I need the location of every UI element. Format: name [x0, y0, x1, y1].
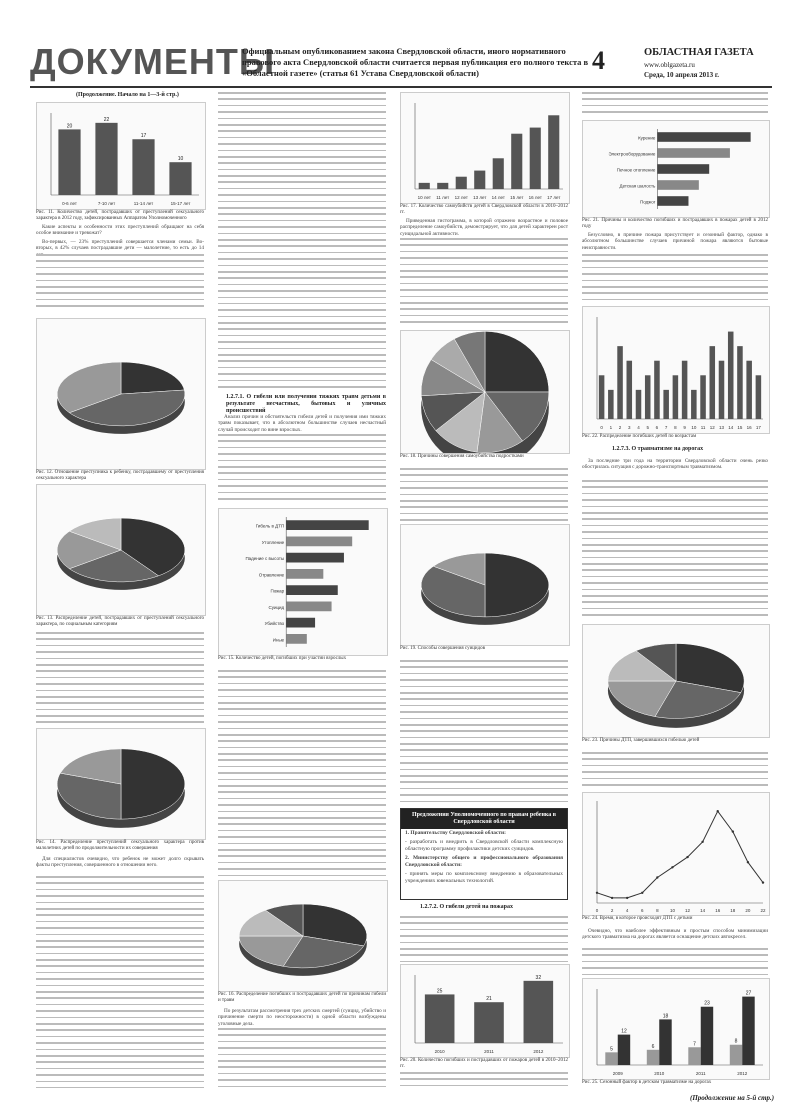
chart-fig17: [400, 92, 570, 204]
bar: [95, 123, 117, 195]
text-block: [400, 238, 568, 328]
data-label: 7: [693, 1041, 696, 1048]
data-point: [626, 897, 628, 899]
issue-date: Среда, 10 апреля 2013 г.: [644, 71, 720, 79]
tick-label: 1: [609, 425, 613, 430]
section-heading: 1.2.7.3. О травматизме на дорогах: [612, 446, 704, 452]
bar: [673, 375, 679, 419]
data-point: [732, 830, 734, 832]
chart-fig21: [582, 120, 770, 218]
tick-label: 2010: [654, 1071, 665, 1076]
column-2: [218, 92, 386, 1092]
publication-notice: Официальным опубликованием закона Свердловской области, иного нормативного правового акта Свердловской области считается первая публикация его полного текста в «Областной газете» (статья 61 Устава Свердловской области): [242, 46, 589, 78]
bar: [730, 1045, 742, 1065]
text-block: [400, 916, 568, 964]
paper-name: ОБЛАСТНАЯ ГАЗЕТА: [644, 47, 754, 58]
tick-label: 6: [655, 425, 659, 430]
tick-label: 14: [700, 908, 706, 913]
chart-fig20: [400, 964, 570, 1058]
bar: [286, 618, 315, 628]
tick-label: 13 лет: [473, 195, 487, 200]
text-block: [400, 1072, 568, 1092]
bar: [132, 139, 154, 195]
bar: [737, 346, 743, 419]
tick-label: Пожар: [270, 588, 285, 594]
tick-label: 14 лет: [491, 195, 505, 200]
text-block: [582, 752, 768, 792]
tick-label: 11 лет: [436, 195, 450, 200]
proposal-1-text: - разработать и внедрить в Свердловской области комплексную областную программу профилактики детских суицидов.: [405, 839, 563, 852]
caption-fig11: Рис. 11. Количество детей, пострадавших от преступлений сексуального характера в 2012 году, зафиксированных Аппаратом Уполномоченного: [36, 210, 204, 221]
bar: [742, 997, 754, 1065]
chart-fig18: [400, 330, 570, 454]
proposals-box: [400, 808, 568, 900]
text-block: [218, 1028, 386, 1092]
data-label: 20: [66, 123, 73, 130]
proposal-2-text: - принять меры по комплексному внедрению в образовательных учреждениях ювенальных технологий.: [405, 871, 563, 884]
paragraph: Безусловно, в причине пожара присутствует и сезонный фактор, однако в абсолютном большинстве случаев причиной пожара являются бытовые неисправности.: [582, 232, 768, 251]
caption-fig20: Рис. 20. Количество погибших и пострадавших от пожаров детей в 2010–2012 гг.: [400, 1058, 568, 1069]
bar: [657, 164, 709, 174]
tick-label: Электрооборудование: [608, 151, 656, 157]
data-point: [611, 897, 613, 899]
section-heading: 1.2.7.2. О гибели детей на пожарах: [420, 904, 513, 910]
tick-label: 3: [628, 425, 631, 430]
data-label: 12: [621, 1028, 627, 1035]
tick-label: 6: [641, 908, 644, 913]
tick-label: 2010: [434, 1049, 445, 1054]
section-heading: 1.2.7.1. О гибели или получении тяжких травм детьми в результате несчастных, бытовых и уличных происшествий: [226, 394, 386, 414]
tick-label: 12 лет: [454, 195, 468, 200]
proposal-1-title: 1. Правительству Свердловской области:: [405, 830, 506, 836]
tick-label: Суицид: [268, 604, 285, 610]
chart-fig24: [582, 792, 770, 916]
bar: [691, 390, 697, 419]
bar: [645, 375, 651, 419]
proposals-title: Предложения Уполномоченного по правам ребенка в Свердловской области: [401, 809, 567, 829]
tick-label: 13: [718, 425, 725, 430]
bar: [654, 361, 660, 419]
caption-fig19: Рис. 19. Способы совершения суицидов: [400, 646, 486, 651]
proposal-2-title: 2. Министерству общего и профессионального образования Свердловской области:: [405, 855, 563, 868]
bar: [756, 375, 762, 419]
caption-fig21: Рис. 21. Причины и количество погибших и пострадавших в пожарах детей в 2012 году: [582, 218, 768, 229]
text-block: [582, 254, 768, 304]
tick-label: 9: [683, 425, 686, 430]
paragraph: Анализ причин и обстоятельств гибели детей и получения ими тяжких травм показывает, что в абсолютном большинстве случаев несчастный случай происходит по вине взрослых.: [218, 414, 386, 433]
caption-fig15: Рис. 15. Количество детей, погибших при участии взрослых: [218, 656, 347, 661]
bar: [657, 148, 730, 158]
page-header: [30, 42, 772, 84]
tick-label: Поджог: [639, 199, 656, 205]
tick-label: 22: [760, 908, 766, 913]
caption-fig14: Рис. 14. Распределение преступлений сексуального характера против малолетних детей по продолжительности их совершения: [36, 840, 204, 851]
chart-fig12: [36, 318, 206, 470]
data-label: 22: [103, 116, 110, 123]
tick-label: 5: [646, 425, 649, 430]
tick-label: 12: [685, 908, 691, 913]
chart-fig15: [218, 508, 388, 656]
caption-fig17: Рис. 17. Количество самоубийств детей в Свердловской области в 2010–2012 гг.: [400, 204, 568, 215]
data-label: 27: [745, 990, 752, 997]
bar: [700, 375, 706, 419]
column-4: [582, 92, 768, 1092]
data-label: 21: [486, 996, 492, 1003]
tick-label: Падение с высоты: [245, 556, 285, 562]
bar: [605, 1052, 617, 1065]
text-block: [400, 468, 568, 524]
tick-label: Убийство: [264, 621, 285, 627]
data-label: 17: [140, 133, 147, 140]
bar: [425, 994, 455, 1043]
tick-label: 16: [746, 425, 752, 430]
data-point: [686, 856, 688, 858]
text-block: [218, 670, 386, 880]
data-label: 10: [177, 156, 184, 163]
tick-label: Курение: [638, 135, 656, 141]
tick-label: 7: [664, 425, 668, 430]
bar: [746, 361, 752, 419]
tick-label: 2009: [612, 1071, 623, 1076]
chart-fig11: [36, 102, 206, 210]
bar: [419, 183, 430, 189]
text-block: [582, 92, 768, 118]
tick-label: 2012: [533, 1049, 544, 1054]
data-label: 32: [535, 974, 542, 981]
data-label: 25: [436, 988, 443, 995]
tick-label: Иные: [272, 637, 285, 643]
bar: [286, 537, 352, 547]
paragraph: Для специалистов очевидно, что ребенок не может долго скрывать факты преступления, совершенного в отношении него.: [36, 856, 204, 869]
bar: [437, 183, 448, 189]
tick-label: 15: [737, 425, 743, 430]
tick-label: Утопление: [261, 539, 285, 545]
tick-label: 10: [691, 425, 697, 430]
caption-fig24: Рис. 24. Время, в которое происходят ДТП с детьми: [582, 916, 693, 921]
bar: [530, 128, 541, 189]
tick-label: 8: [674, 425, 677, 430]
tick-label: Отравление: [258, 572, 285, 578]
page-number: 4: [592, 46, 605, 75]
tick-label: 2: [610, 908, 614, 913]
series-line: [597, 811, 763, 898]
bar: [617, 346, 623, 419]
data-point: [641, 892, 643, 894]
bar: [701, 1007, 713, 1065]
tick-label: 11: [700, 425, 706, 430]
paragraph: Очевидно, что наиболее эффективным и простым способом минимизации детского травматизма на дорогах является оснащение детских автокресел.: [582, 928, 768, 941]
bar: [636, 390, 642, 419]
data-label: 18: [662, 1013, 669, 1020]
column-3: [400, 92, 568, 1092]
data-label: 5: [610, 1046, 613, 1053]
caption-fig25: Рис. 25. Сезонный фактор в детском травматизме на дорогах: [582, 1080, 712, 1085]
continuation-note: (Продолжение. Начало на 1—3-й стр.): [76, 92, 179, 98]
tick-label: 8: [656, 908, 659, 913]
text-block: [582, 480, 768, 622]
tick-label: 2: [618, 425, 622, 430]
bar: [493, 158, 504, 189]
bar: [608, 390, 614, 419]
bar: [286, 553, 344, 563]
data-point: [701, 841, 703, 843]
continued-note: (Продолжение на 5-й стр.): [690, 1094, 775, 1102]
chart-fig14: [36, 728, 206, 840]
caption-fig13: Рис. 13. Распределение детей, пострадавших от преступлений сексуального характера, по социальным категориям: [36, 616, 204, 627]
caption-fig22: Рис. 22. Распределение погибших детей по возрастам: [582, 434, 697, 439]
chart-fig16: [218, 880, 388, 992]
caption-fig12: Рис. 12. Отношение преступника к ребенку, пострадавшему от преступления сексуального характера: [36, 470, 204, 481]
data-point: [747, 861, 749, 863]
tick-label: 4: [637, 425, 640, 430]
tick-label: Гибель в ДТП: [255, 523, 285, 529]
tick-label: 18: [730, 908, 736, 913]
text-block: [400, 660, 568, 810]
tick-label: 10: [669, 908, 675, 913]
tick-label: 0-6 лет: [62, 201, 77, 206]
data-point: [717, 810, 719, 812]
chart-fig25: [582, 978, 770, 1080]
bar: [657, 132, 750, 142]
tick-label: 10 лет: [417, 195, 431, 200]
tick-label: 4: [625, 908, 629, 913]
chart-fig19: [400, 524, 570, 646]
text-block: [36, 876, 204, 1088]
tick-label: 12: [709, 425, 715, 430]
tick-label: Детская шалость: [619, 183, 656, 189]
tick-label: 17 лет: [547, 195, 561, 200]
bar: [286, 569, 323, 579]
caption-fig16: Рис. 16. Распределение погибших и пострадавших детей по причинам гибели и травм: [218, 992, 386, 1003]
paragraph: Во-первых, — 23% преступлений совершается членами семьи. Во-вторых, в 42% случаев пострадавшие дети — малолетние, то есть до 14: [36, 238, 204, 252]
caption-fig18: Рис. 18. Причины совершения самоубийства подростками: [400, 454, 524, 459]
tick-label: 2012: [737, 1071, 748, 1076]
bar: [524, 981, 554, 1043]
column-1: [36, 92, 204, 1092]
bar: [474, 171, 485, 189]
website-link[interactable]: www.oblgazeta.ru: [644, 61, 695, 69]
data-label: 23: [704, 1000, 710, 1007]
bar: [710, 346, 716, 419]
bar: [511, 134, 522, 189]
bar: [647, 1050, 659, 1065]
data-point: [671, 866, 673, 868]
bar: [627, 361, 633, 419]
bar: [474, 1002, 504, 1043]
text-block: [582, 948, 768, 978]
section-title: ДОКУМЕНТЫ: [30, 41, 276, 82]
bar: [659, 1019, 671, 1065]
paragraph: Приведенная гистограмма, в которой отражено возрастное и половое распределение самоубийств, демонстрирует, что для детей характерен рост суицидальной активности.: [400, 218, 568, 237]
pie-slice: [121, 362, 184, 394]
bar: [657, 180, 698, 190]
bar: [456, 177, 467, 189]
data-label: 8: [734, 1038, 738, 1045]
tick-label: 15-17 лет: [170, 201, 191, 206]
paragraph: По результатам рассмотрения трех детских смертей (суицид, убийство и причинение смерти по неосторожности) в одной области возбуждены уголовные дела.: [218, 1008, 386, 1027]
tick-label: 0: [595, 908, 599, 913]
bar: [58, 129, 80, 195]
bar: [286, 585, 338, 595]
chart-fig22: [582, 306, 770, 434]
data-point: [596, 892, 598, 894]
chart-fig23: [582, 624, 770, 738]
tick-label: 0: [600, 425, 603, 430]
chart-fig13: [36, 484, 206, 616]
bar: [682, 361, 688, 419]
tick-label: Печное отопление: [616, 167, 656, 173]
bar: [657, 196, 688, 206]
tick-label: 2011: [695, 1071, 706, 1076]
bar: [663, 390, 669, 419]
text-block: [218, 434, 386, 508]
data-point: [656, 876, 658, 878]
header-divider: [30, 86, 772, 88]
bar: [618, 1035, 630, 1065]
text-block: [218, 92, 386, 392]
bar: [286, 634, 307, 644]
bar: [286, 520, 368, 530]
tick-label: 2011: [484, 1049, 494, 1054]
tick-label: 17: [755, 425, 761, 430]
bar: [286, 602, 331, 612]
tick-label: 20: [745, 908, 751, 913]
tick-label: 16 лет: [528, 195, 542, 200]
paragraph: Какие аспекты и особенности этих преступлений обращают на себя особое внимание и тревожат?: [36, 224, 204, 237]
bar: [719, 361, 725, 419]
bar: [169, 162, 191, 195]
pie-slice: [485, 331, 549, 392]
paragraph: За последние три года на территории Свердловской области очень резко обострилась ситуация с дорожно-транспортным травматизмом.: [582, 458, 768, 471]
bar: [728, 332, 734, 419]
bar: [548, 115, 559, 189]
data-label: 6: [651, 1043, 655, 1050]
bar: [688, 1047, 700, 1065]
data-point: [762, 881, 764, 883]
tick-label: 11-14 лет: [133, 201, 154, 206]
text-block: [36, 254, 204, 314]
tick-label: 15 лет: [510, 195, 524, 200]
caption-fig23: Рис. 23. Причины ДТП, завершившихся гибелью детей: [582, 738, 700, 743]
tick-label: 14: [728, 425, 734, 430]
bar: [599, 375, 605, 419]
tick-label: 7-10 лет: [97, 201, 116, 206]
tick-label: 16: [715, 908, 721, 913]
